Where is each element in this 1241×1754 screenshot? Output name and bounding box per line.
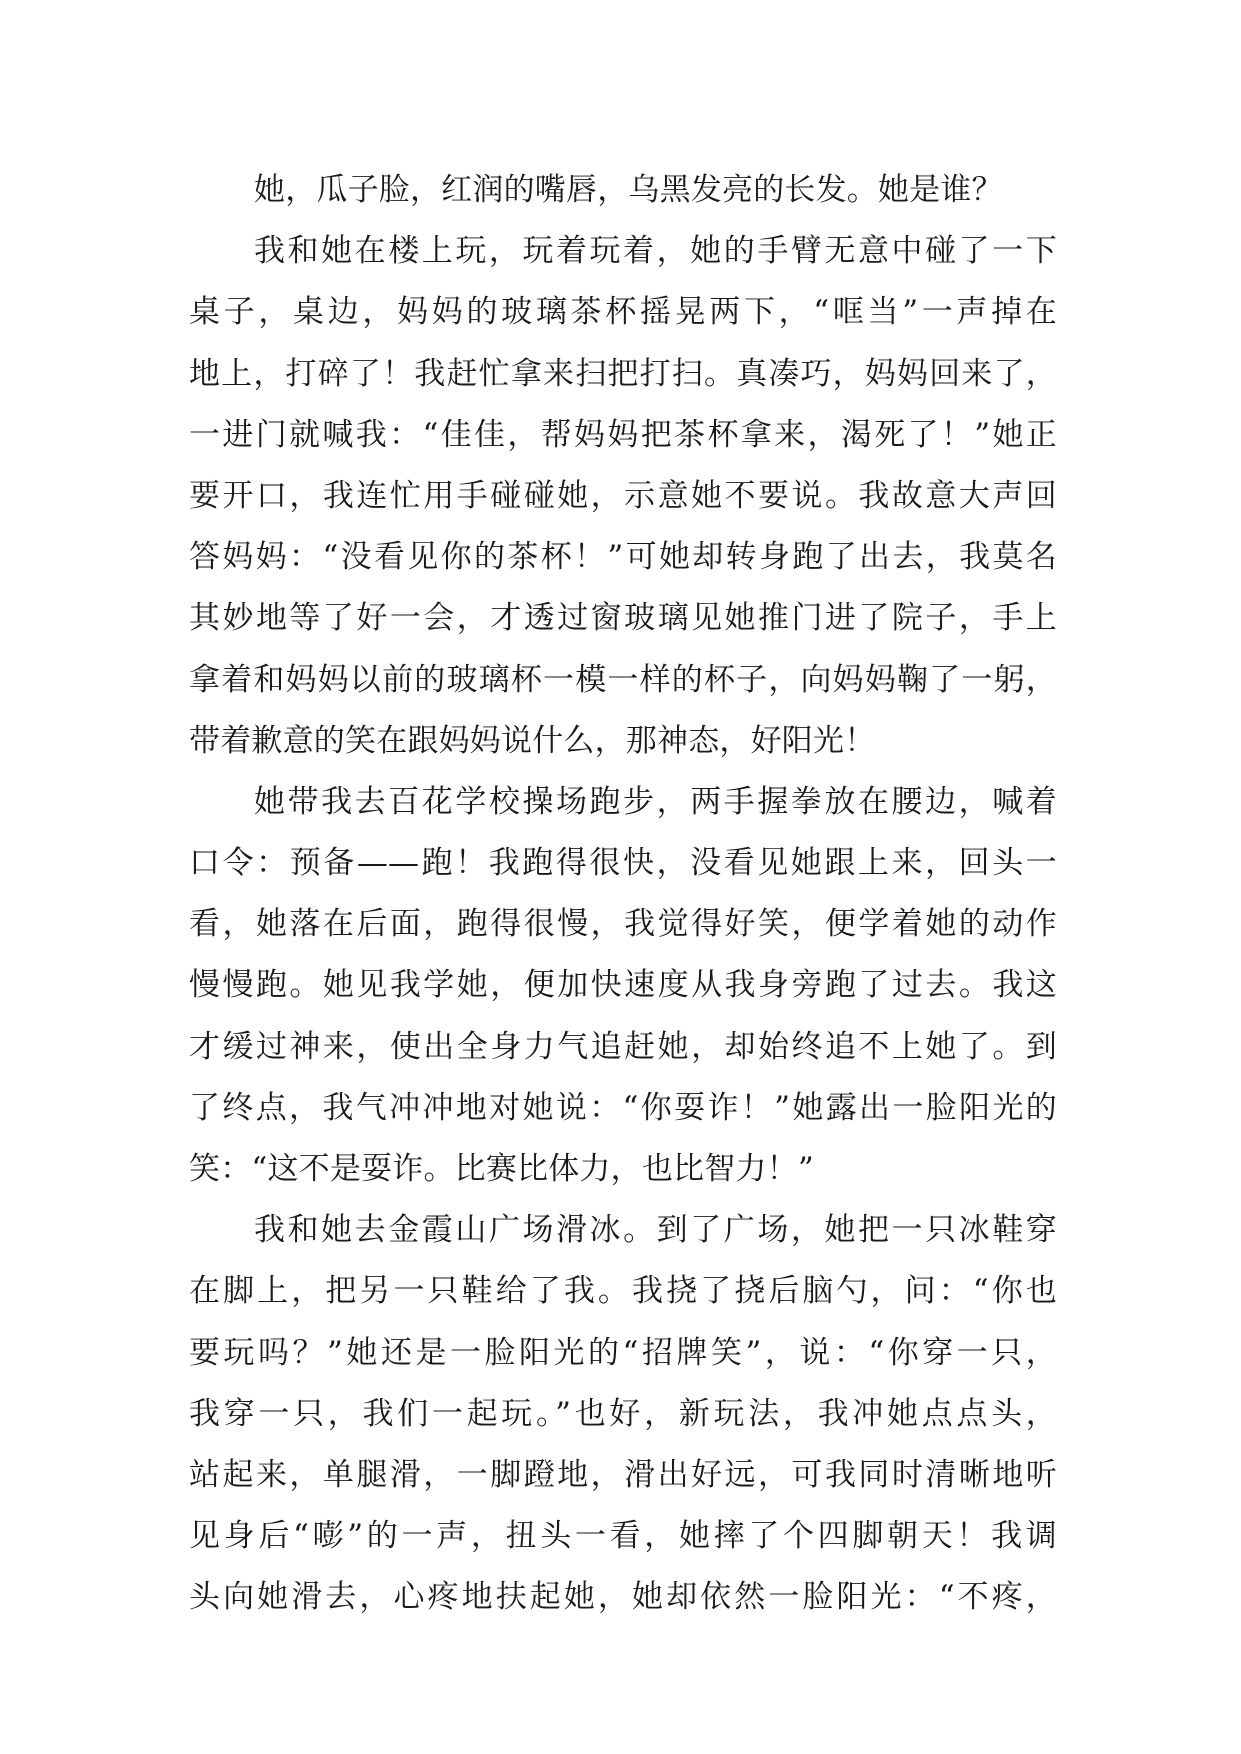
text-line: 我和她去金霞山广场滑冰。到了广场，她把一只冰鞋穿 bbox=[254, 1212, 1057, 1249]
text-line: 口令：预备——跑！我跑得很快，没看见她跟上来，回头一 bbox=[189, 845, 1057, 882]
text-line: 才缓过神来，使出全身力气追赶她，却始终追不上她了。到 bbox=[189, 1028, 1057, 1065]
text-line: 她带我去百花学校操场跑步，两手握拳放在腰边，喊着 bbox=[254, 783, 1057, 820]
text-line: 带着歉意的笑在跟妈妈说什么，那神态，好阳光！ bbox=[189, 722, 876, 759]
text-line: 站起来，单腿滑，一脚蹬地，滑出好远，可我同时清晰地听 bbox=[189, 1456, 1057, 1493]
text-line: 我穿一只，我们一起玩。”也好，新玩法，我冲她点点头， bbox=[189, 1395, 1057, 1432]
text-line: 其妙地等了好一会，才透过窗玻璃见她推门进了院子，手上 bbox=[189, 600, 1057, 637]
text-line: 要玩吗？”她还是一脸阳光的“招牌笑”，说：“你穿一只， bbox=[189, 1334, 1057, 1371]
text-line: 要开口，我连忙用手碰碰她，示意她不要说。我故意大声回 bbox=[189, 477, 1057, 514]
text-line: 一进门就喊我：“佳佳，帮妈妈把茶杯拿来，渴死了！”她正 bbox=[189, 416, 1057, 453]
text-line: 答妈妈：“没看见你的茶杯！”可她却转身跑了出去，我莫名 bbox=[189, 539, 1057, 576]
text-line: 我和她在楼上玩，玩着玩着，她的手臂无意中碰了一下 bbox=[254, 233, 1057, 270]
text-line: 见身后“嘭”的一声，扭头一看，她摔了个四脚朝天！我调 bbox=[189, 1518, 1057, 1555]
text-line: 她，瓜子脸，红润的嘴唇，乌黑发亮的长发。她是谁？ bbox=[254, 172, 1003, 208]
text-line: 桌子，桌边，妈妈的玻璃茶杯摇晃两下，“哐当”一声掉在 bbox=[189, 294, 1057, 331]
text-line: 地上，打碎了！我赶忙拿来扫把打扫。真凑巧，妈妈回来了， bbox=[189, 355, 1057, 392]
text-line: 在脚上，把另一只鞋给了我。我挠了挠后脑勺，问：“你也 bbox=[189, 1273, 1057, 1310]
text-line: 了终点，我气冲冲地对她说：“你耍诈！”她露出一脸阳光的 bbox=[189, 1089, 1057, 1126]
essay-body bbox=[189, 160, 1057, 1629]
text-line: 慢慢跑。她见我学她，便加快速度从我身旁跑了过去。我这 bbox=[189, 967, 1057, 1004]
text-line: 拿着和妈妈以前的玻璃杯一模一样的杯子，向妈妈鞠了一躬， bbox=[189, 661, 1057, 698]
text-line: 头向她滑去，心疼地扶起她，她却依然一脸阳光：“不疼， bbox=[189, 1579, 1057, 1616]
text-line: 笑：“这不是耍诈。比赛比体力，也比智力！” bbox=[189, 1151, 814, 1187]
text-line: 看，她落在后面，跑得很慢，我觉得好笑，便学着她的动作 bbox=[189, 906, 1057, 943]
